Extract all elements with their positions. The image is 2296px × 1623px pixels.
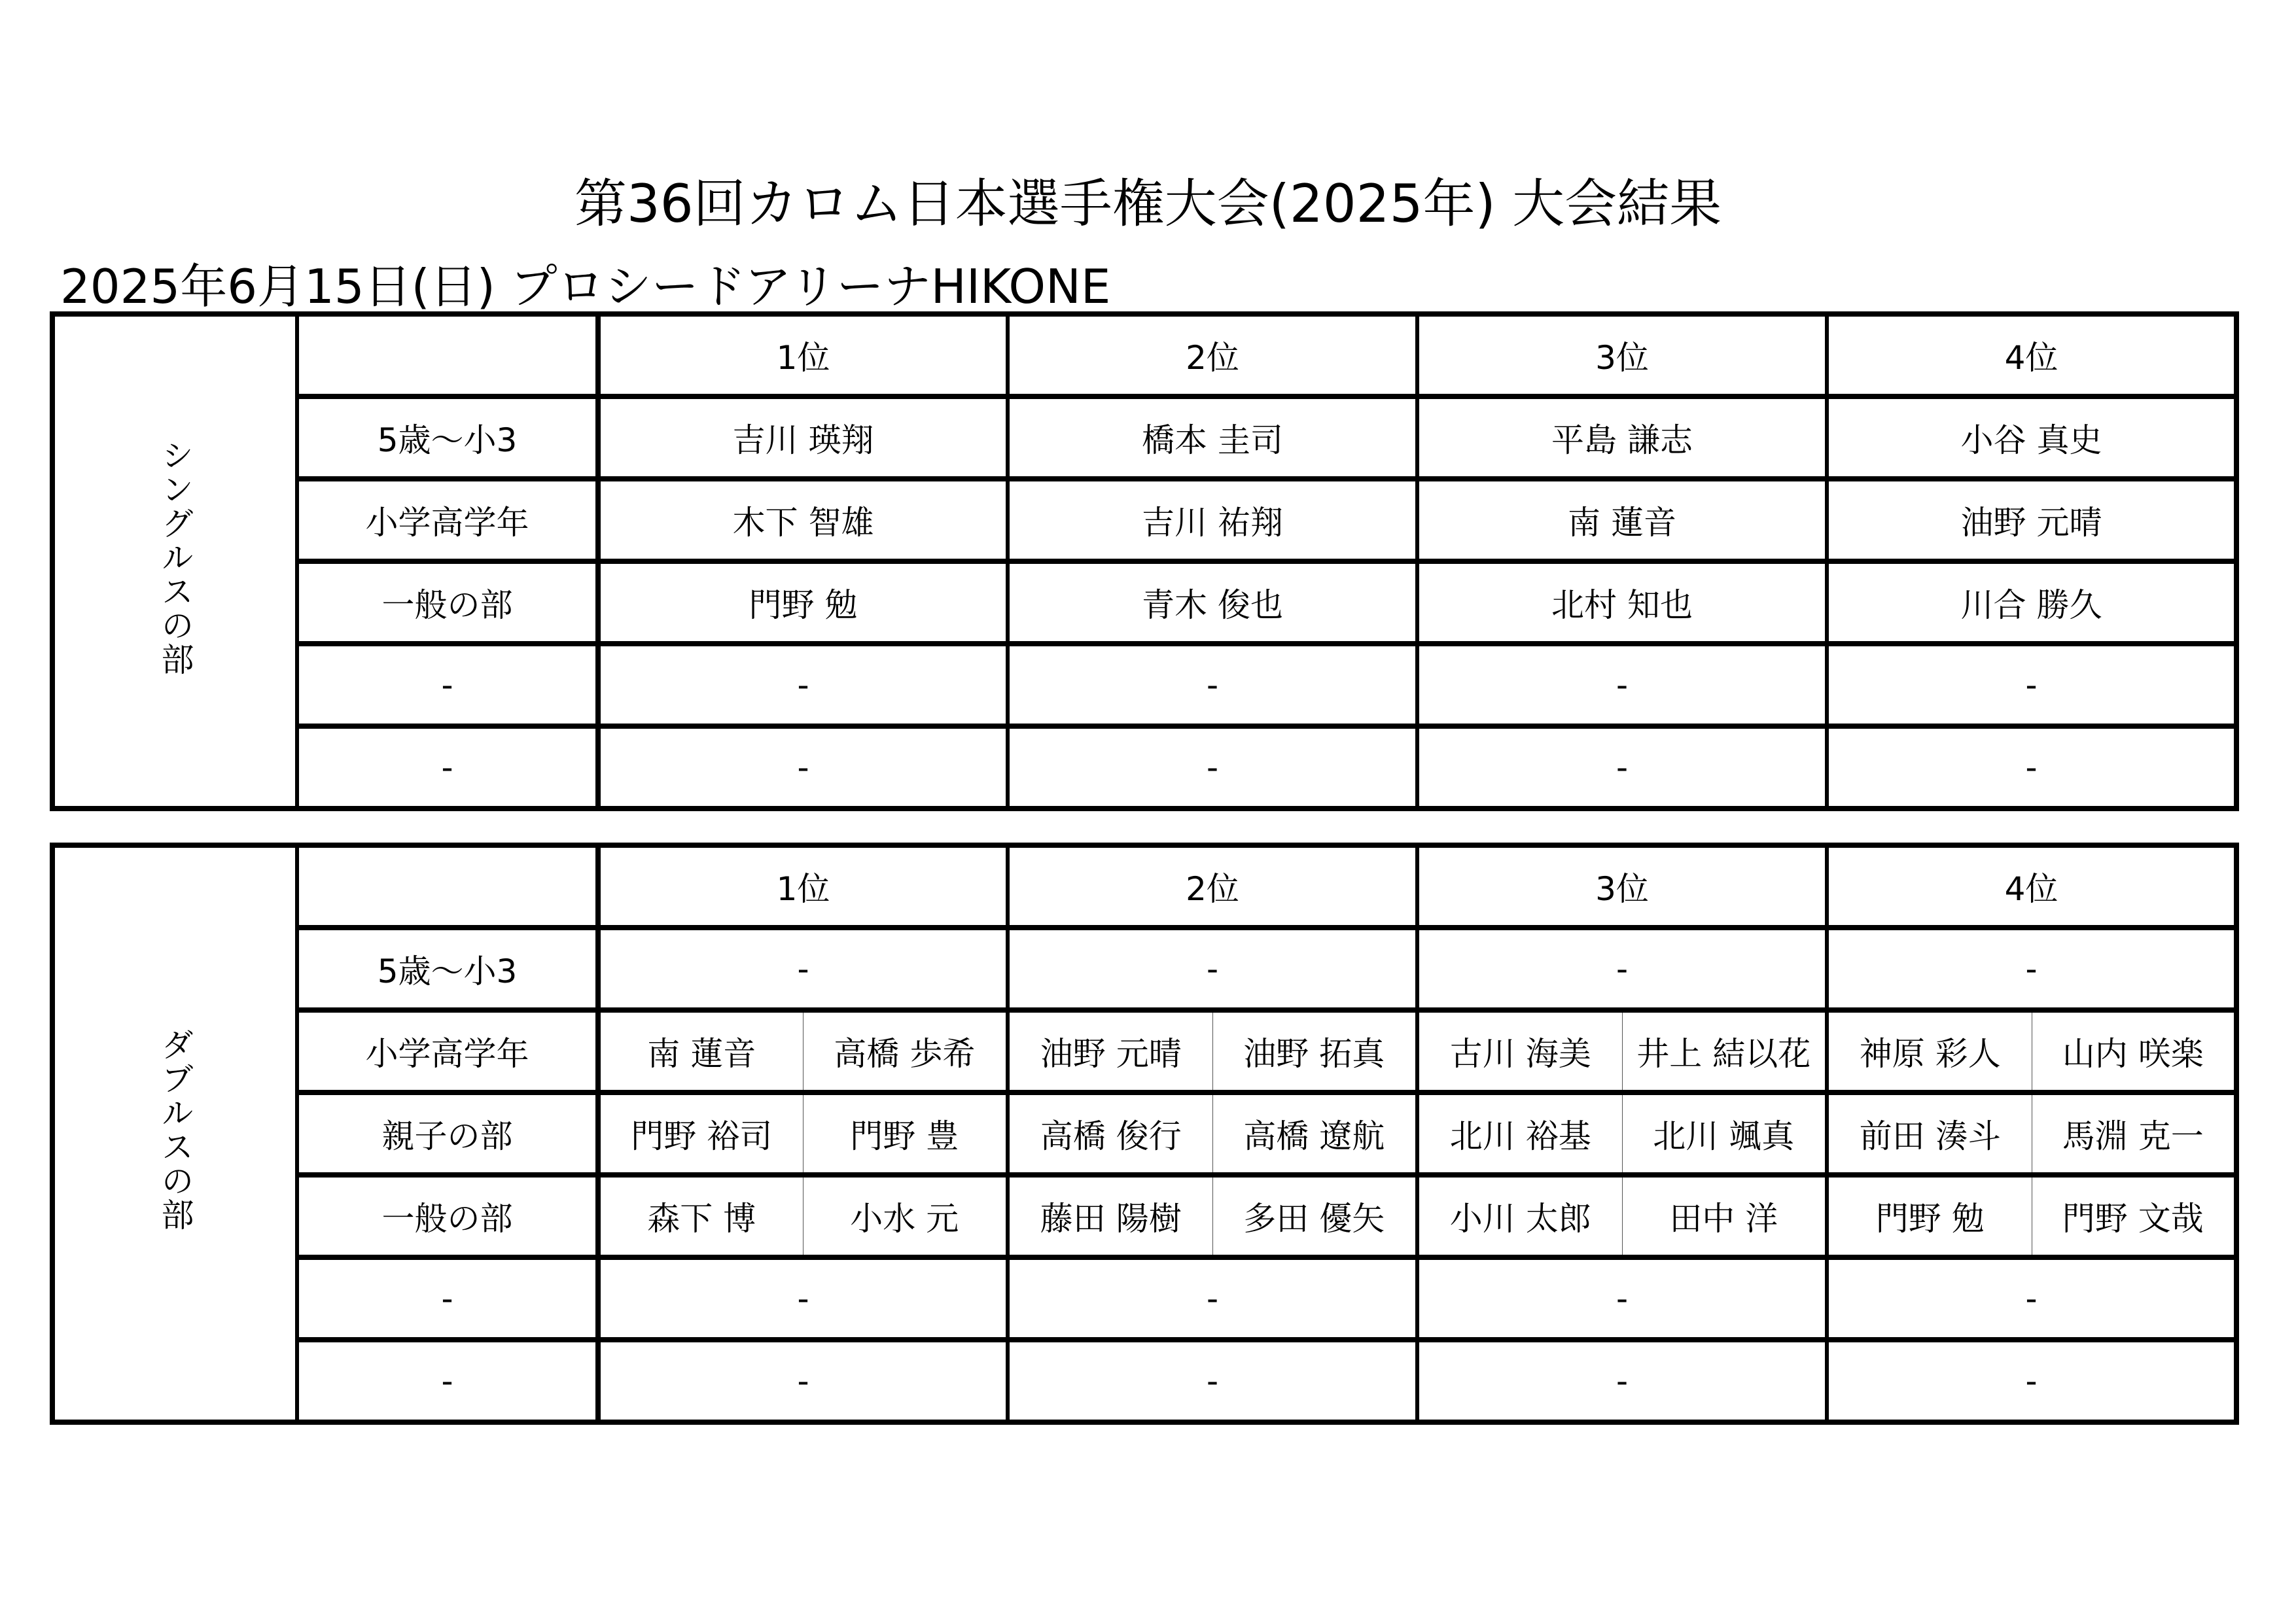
category-cell: 一般の部 [297, 1175, 598, 1257]
result-cell: 木下 智雄 [598, 479, 1008, 561]
category-cell: - [297, 1257, 598, 1340]
empty-header-cell [297, 845, 598, 928]
player-cell: 馬淵 克一 [2032, 1092, 2236, 1175]
rank-header: 3位 [1417, 845, 1827, 928]
player-cell: 古川 海美 [1417, 1010, 1622, 1092]
table-row [52, 1257, 2236, 1340]
doubles-header-row [52, 845, 2236, 928]
result-cell: 北村 知也 [1417, 561, 1827, 644]
player-cell: 北川 颯真 [1622, 1092, 1827, 1175]
rank-header: 3位 [1417, 314, 1827, 396]
player-cell: 南 蓮音 [598, 1010, 803, 1092]
category-cell: - [297, 644, 598, 726]
player-cell: 高橋 遼航 [1212, 1092, 1417, 1175]
event-date-venue: 2025年6月15日(日) プロシードアリーナHIKONE [60, 259, 1111, 314]
table-row [52, 644, 2236, 726]
result-cell: 青木 俊也 [1008, 561, 1417, 644]
result-cell: - [1008, 726, 1417, 809]
player-cell: 多田 優矢 [1212, 1175, 1417, 1257]
table-row [52, 726, 2236, 809]
singles-section-text: シングルスの部 [156, 438, 194, 676]
rank-header: 2位 [1008, 845, 1417, 928]
category-cell: 親子の部 [297, 1092, 598, 1175]
result-cell: - [1417, 726, 1827, 809]
page-title: 第36回カロム日本選手権大会(2025年) 大会結果 [574, 173, 1722, 234]
rank-header: 1位 [598, 845, 1008, 928]
table-row [52, 479, 2236, 561]
rank-header: 2位 [1008, 314, 1417, 396]
player-cell: 森下 博 [598, 1175, 803, 1257]
player-cell: 門野 勉 [1827, 1175, 2032, 1257]
result-cell: - [1417, 1257, 1827, 1340]
result-cell: - [1417, 1340, 1827, 1422]
result-cell: - [1008, 928, 1417, 1010]
empty-header-cell [297, 314, 598, 396]
result-cell: - [598, 928, 1008, 1010]
category-cell: 5歳～小3 [297, 396, 598, 479]
player-cell: 高橋 俊行 [1008, 1092, 1212, 1175]
result-cell: 小谷 真史 [1827, 396, 2236, 479]
rank-header: 1位 [598, 314, 1008, 396]
result-cell: - [1827, 644, 2236, 726]
category-cell: 小学高学年 [297, 479, 598, 561]
player-cell: 門野 裕司 [598, 1092, 803, 1175]
result-cell: - [1008, 644, 1417, 726]
result-cell: 南 蓮音 [1417, 479, 1827, 561]
result-cell: - [598, 1257, 1008, 1340]
player-cell: 北川 裕基 [1417, 1092, 1622, 1175]
player-cell: 門野 豊 [803, 1092, 1008, 1175]
player-cell: 高橋 歩希 [803, 1010, 1008, 1092]
player-cell: 田中 洋 [1622, 1175, 1827, 1257]
category-cell: 小学高学年 [297, 1010, 598, 1092]
player-cell: 油野 拓真 [1212, 1010, 1417, 1092]
category-cell: - [297, 726, 598, 809]
table-row [52, 561, 2236, 644]
singles-section-label [52, 314, 297, 809]
rank-header: 4位 [1827, 845, 2236, 928]
player-cell: 前田 湊斗 [1827, 1092, 2032, 1175]
player-cell: 神原 彩人 [1827, 1010, 2032, 1092]
table-row [52, 396, 2236, 479]
rank-header: 4位 [1827, 314, 2236, 396]
result-cell: 平島 謙志 [1417, 396, 1827, 479]
result-cell: - [1417, 644, 1827, 726]
category-cell: - [297, 1340, 598, 1422]
category-cell: 5歳～小3 [297, 928, 598, 1010]
result-cell: 吉川 祐翔 [1008, 479, 1417, 561]
player-cell: 小水 元 [803, 1175, 1008, 1257]
table-row [52, 1340, 2236, 1422]
singles-results-table [50, 311, 2239, 811]
player-cell: 藤田 陽樹 [1008, 1175, 1212, 1257]
player-cell: 門野 文哉 [2032, 1175, 2236, 1257]
result-cell: - [1827, 726, 2236, 809]
table-row [52, 1175, 2236, 1257]
result-cell: 橋本 圭司 [1008, 396, 1417, 479]
result-cell: - [598, 726, 1008, 809]
result-cell: - [1827, 928, 2236, 1010]
table-row [52, 1010, 2236, 1092]
result-cell: 油野 元晴 [1827, 479, 2236, 561]
player-cell: 小川 太郎 [1417, 1175, 1622, 1257]
result-cell: 吉川 瑛翔 [598, 396, 1008, 479]
doubles-results-table [50, 843, 2239, 1425]
result-cell: - [598, 1340, 1008, 1422]
table-row [52, 1092, 2236, 1175]
result-cell: 川合 勝久 [1827, 561, 2236, 644]
result-cell: 門野 勉 [598, 561, 1008, 644]
singles-header-row [52, 314, 2236, 396]
category-cell: 一般の部 [297, 561, 598, 644]
result-cell: - [1827, 1340, 2236, 1422]
player-cell: 油野 元晴 [1008, 1010, 1212, 1092]
player-cell: 山内 咲楽 [2032, 1010, 2236, 1092]
result-cell: - [598, 644, 1008, 726]
player-cell: 井上 結以花 [1622, 1010, 1827, 1092]
doubles-section-label [52, 845, 297, 1422]
result-cell: - [1417, 928, 1827, 1010]
result-cell: - [1008, 1340, 1417, 1422]
doubles-section-text: ダブルスの部 [156, 1028, 194, 1232]
result-cell: - [1827, 1257, 2236, 1340]
result-cell: - [1008, 1257, 1417, 1340]
table-row [52, 928, 2236, 1010]
